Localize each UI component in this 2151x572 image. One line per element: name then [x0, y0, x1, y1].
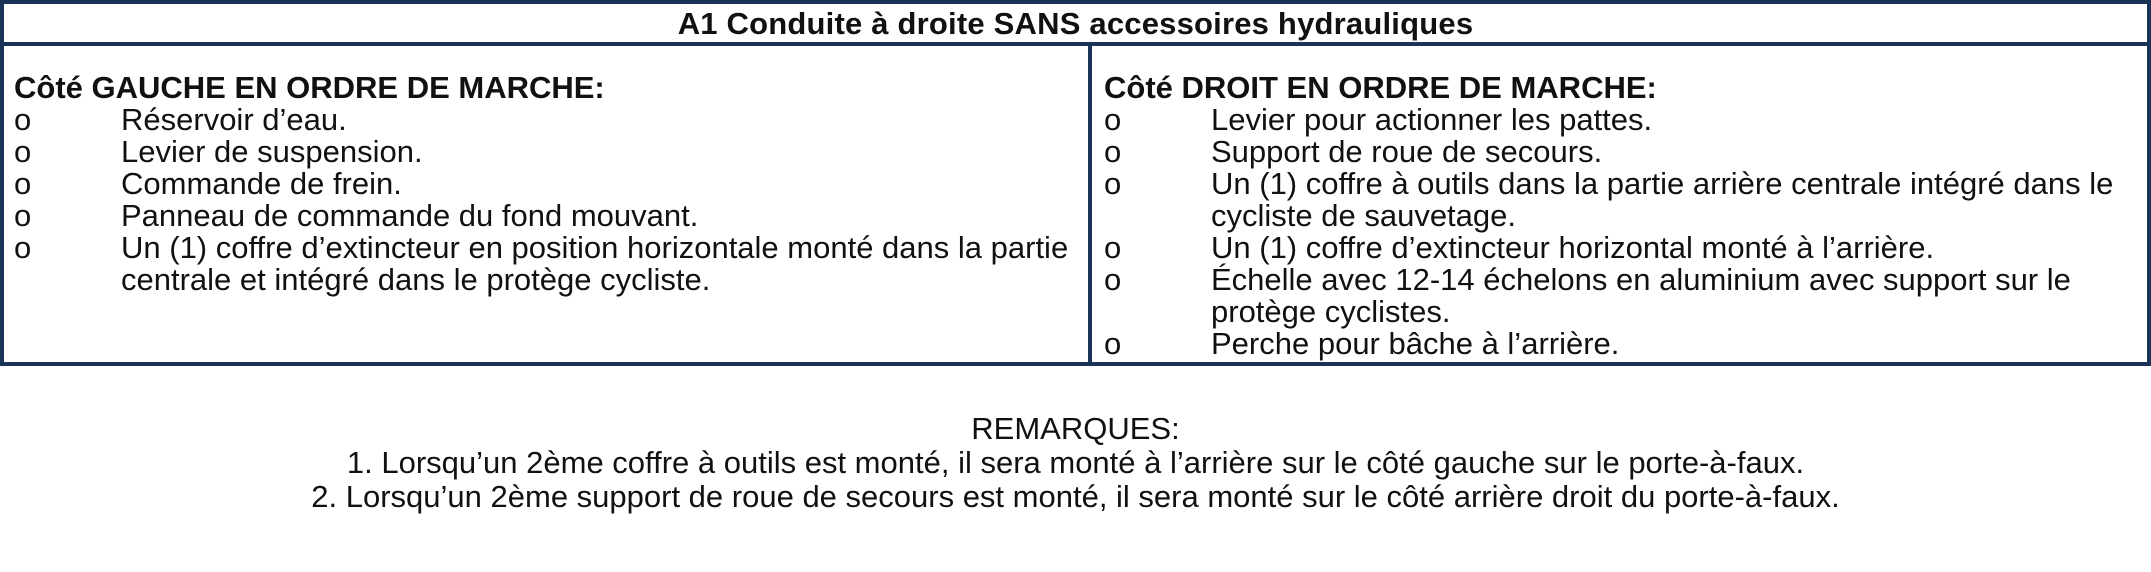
right-side-heading: Côté DROIT EN ORDRE DE MARCHE:: [1104, 70, 1657, 105]
left-list-item: [14, 168, 1072, 200]
left-side-column: [4, 46, 1092, 362]
right-item-text: Levier pour actionner les pattes.: [1211, 102, 1653, 137]
left-item-text: Panneau de commande du fond mouvant.: [121, 198, 699, 233]
right-list-item: [1104, 232, 2131, 264]
right-list-item: [1104, 104, 2131, 136]
bullet-marker: o: [1104, 262, 1122, 297]
bullet-marker: o: [1104, 102, 1122, 137]
right-list-item: [1104, 168, 2131, 232]
remarks-title: REMARQUES:: [971, 411, 1180, 446]
right-item-text: Un (1) coffre d’extincteur horizontal monté à l’arrière.: [1211, 230, 1935, 265]
right-list-item: [1104, 264, 2131, 328]
right-item-text: Perche pour bâche à l’arrière.: [1211, 326, 1620, 361]
left-item-text: Un (1) coffre d’extincteur en position horizontale monté dans la partie centrale et intégré dans le protège cycliste.: [121, 230, 1069, 297]
right-list-item: [1104, 136, 2131, 168]
bullet-marker: o: [14, 134, 32, 169]
remarks-section: [0, 412, 2151, 514]
remark-line: 1. Lorsqu’un 2ème coffre à outils est monté, il sera monté à l’arrière sur le côté gauche sur le porte-à-faux.: [346, 445, 1805, 480]
remark-line: 2. Lorsqu’un 2ème support de roue de secours est monté, il sera monté sur le côté arrière droit du porte-à-faux.: [311, 479, 1840, 514]
bullet-marker: o: [14, 230, 32, 265]
right-item-text: Support de roue de secours.: [1211, 134, 1603, 169]
bullet-marker: o: [14, 166, 32, 201]
right-list-item: [1104, 328, 2131, 360]
bullet-marker: o: [1104, 230, 1122, 265]
bullet-marker: o: [14, 102, 32, 137]
left-list-item: [14, 200, 1072, 232]
left-list-item: [14, 136, 1072, 168]
right-item-text: Un (1) coffre à outils dans la partie arrière centrale intégré dans le cycliste de sauvetage.: [1211, 166, 2114, 233]
bullet-marker: o: [1104, 166, 1122, 201]
bullet-marker: o: [1104, 326, 1122, 361]
right-item-text: Échelle avec 12-14 échelons en aluminium avec support sur le protège cyclistes.: [1211, 262, 2071, 329]
right-side-column: [1092, 46, 2147, 362]
left-item-text: Réservoir d’eau.: [121, 102, 347, 137]
table-title: A1 Conduite à droite SANS accessoires hydrauliques: [4, 4, 2147, 46]
left-list-item: [14, 104, 1072, 136]
bullet-marker: o: [14, 198, 32, 233]
left-item-text: Levier de suspension.: [121, 134, 423, 169]
left-item-text: Commande de frein.: [121, 166, 402, 201]
left-list-item: [14, 232, 1072, 296]
left-side-heading: Côté GAUCHE EN ORDRE DE MARCHE:: [14, 70, 605, 105]
bullet-marker: o: [1104, 134, 1122, 169]
